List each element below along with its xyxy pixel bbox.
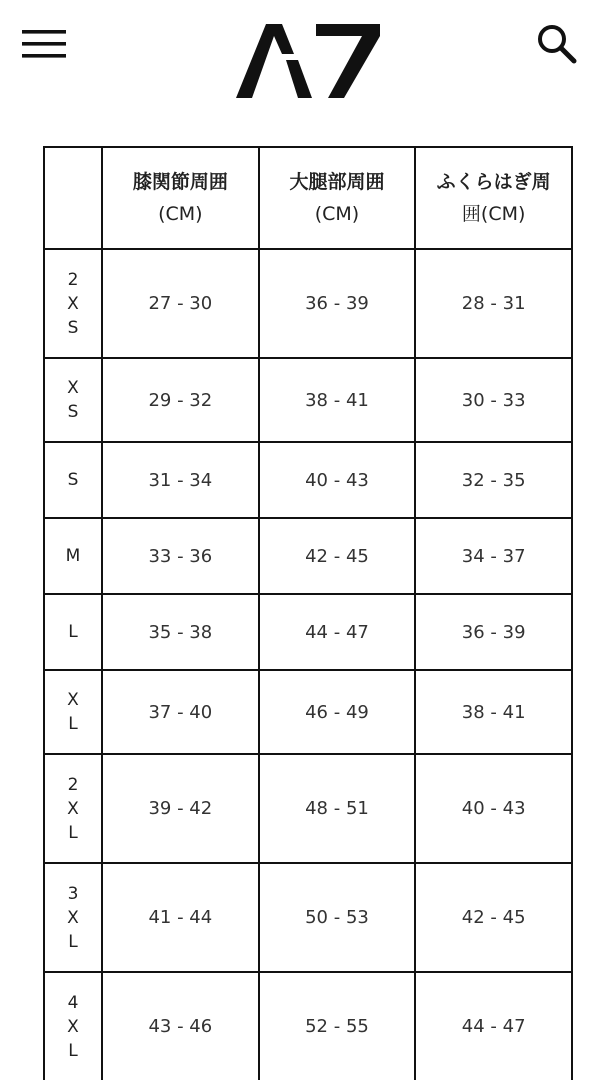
- size-label-char: L: [68, 622, 78, 642]
- knee-value-cell: 39 - 42: [102, 754, 259, 863]
- header-knee: [102, 147, 259, 249]
- thigh-value-cell: 52 - 55: [259, 972, 416, 1080]
- table-body: [44, 249, 572, 1080]
- header-knee-title: 膝関節周囲: [132, 171, 228, 193]
- a7-logo-icon: [232, 20, 384, 102]
- header-calf: [415, 147, 572, 249]
- table-row: [44, 358, 572, 442]
- search-button[interactable]: [532, 20, 582, 66]
- thigh-value-cell: 42 - 45: [259, 518, 416, 594]
- size-cell: [44, 442, 102, 518]
- site-header: [0, 0, 616, 120]
- calf-value-cell: 34 - 37: [415, 518, 572, 594]
- size-cell: [44, 972, 102, 1080]
- size-label-char: X: [67, 798, 79, 819]
- calf-value-cell: 42 - 45: [415, 863, 572, 972]
- size-label-char: 2: [67, 269, 79, 290]
- size-label-char: X: [67, 690, 79, 710]
- calf-value-cell: 28 - 31: [415, 249, 572, 358]
- table-row: [44, 518, 572, 594]
- size-label-char: X: [67, 1016, 79, 1037]
- size-label-char: S: [67, 317, 79, 338]
- header-thigh: [259, 147, 416, 249]
- size-label-char: L: [68, 822, 78, 843]
- menu-button[interactable]: [18, 24, 70, 64]
- size-label-char: 4: [67, 992, 79, 1013]
- size-cell: [44, 518, 102, 594]
- thigh-value-cell: 38 - 41: [259, 358, 416, 442]
- thigh-value-cell: 48 - 51: [259, 754, 416, 863]
- header-calf-title: ふくらはぎ周: [436, 171, 551, 193]
- header-knee-unit: (CM): [158, 203, 203, 225]
- size-cell: [44, 249, 102, 358]
- size-label-char: L: [68, 714, 78, 734]
- header-blank-cell: [44, 147, 102, 249]
- knee-value-cell: 33 - 36: [102, 518, 259, 594]
- size-label-char: X: [67, 293, 79, 314]
- size-label-char: L: [68, 931, 78, 952]
- knee-value-cell: 41 - 44: [102, 863, 259, 972]
- knee-value-cell: 35 - 38: [102, 594, 259, 670]
- header-thigh-title: 大腿部周囲: [289, 171, 385, 193]
- calf-value-cell: 40 - 43: [415, 754, 572, 863]
- size-label-char: S: [67, 402, 79, 422]
- header-thigh-unit: (CM): [314, 203, 360, 225]
- search-icon: [532, 20, 582, 66]
- table-row: [44, 442, 572, 518]
- size-cell: [44, 754, 102, 863]
- calf-value-cell: 38 - 41: [415, 670, 572, 754]
- knee-value-cell: 31 - 34: [102, 442, 259, 518]
- knee-value-cell: 43 - 46: [102, 972, 259, 1080]
- knee-value-cell: 37 - 40: [102, 670, 259, 754]
- size-label-char: L: [68, 1040, 78, 1061]
- header-calf-unit: 囲(CM): [461, 203, 526, 225]
- thigh-value-cell: 40 - 43: [259, 442, 416, 518]
- table-row: [44, 754, 572, 863]
- table-row: [44, 863, 572, 972]
- size-chart-table: [43, 146, 573, 1080]
- calf-value-cell: 30 - 33: [415, 358, 572, 442]
- table-row: [44, 594, 572, 670]
- hamburger-menu-icon: [18, 24, 70, 64]
- thigh-value-cell: 46 - 49: [259, 670, 416, 754]
- size-cell: [44, 670, 102, 754]
- table-row: [44, 249, 572, 358]
- calf-value-cell: 36 - 39: [415, 594, 572, 670]
- brand-logo[interactable]: [232, 20, 384, 102]
- table-row: [44, 972, 572, 1080]
- knee-value-cell: 27 - 30: [102, 249, 259, 358]
- size-label-char: 3: [67, 883, 79, 904]
- size-label-char: X: [67, 378, 79, 398]
- size-cell: [44, 358, 102, 442]
- calf-value-cell: 32 - 35: [415, 442, 572, 518]
- size-cell: [44, 863, 102, 972]
- size-label-char: S: [67, 470, 79, 490]
- calf-value-cell: 44 - 47: [415, 972, 572, 1080]
- thigh-value-cell: 50 - 53: [259, 863, 416, 972]
- size-cell: [44, 594, 102, 670]
- thigh-value-cell: 44 - 47: [259, 594, 416, 670]
- table-header-row: [44, 147, 572, 249]
- size-label-char: X: [67, 907, 79, 928]
- table-row: [44, 670, 572, 754]
- knee-value-cell: 29 - 32: [102, 358, 259, 442]
- size-label-char: 2: [67, 774, 79, 795]
- thigh-value-cell: 36 - 39: [259, 249, 416, 358]
- size-label-char: M: [65, 546, 81, 566]
